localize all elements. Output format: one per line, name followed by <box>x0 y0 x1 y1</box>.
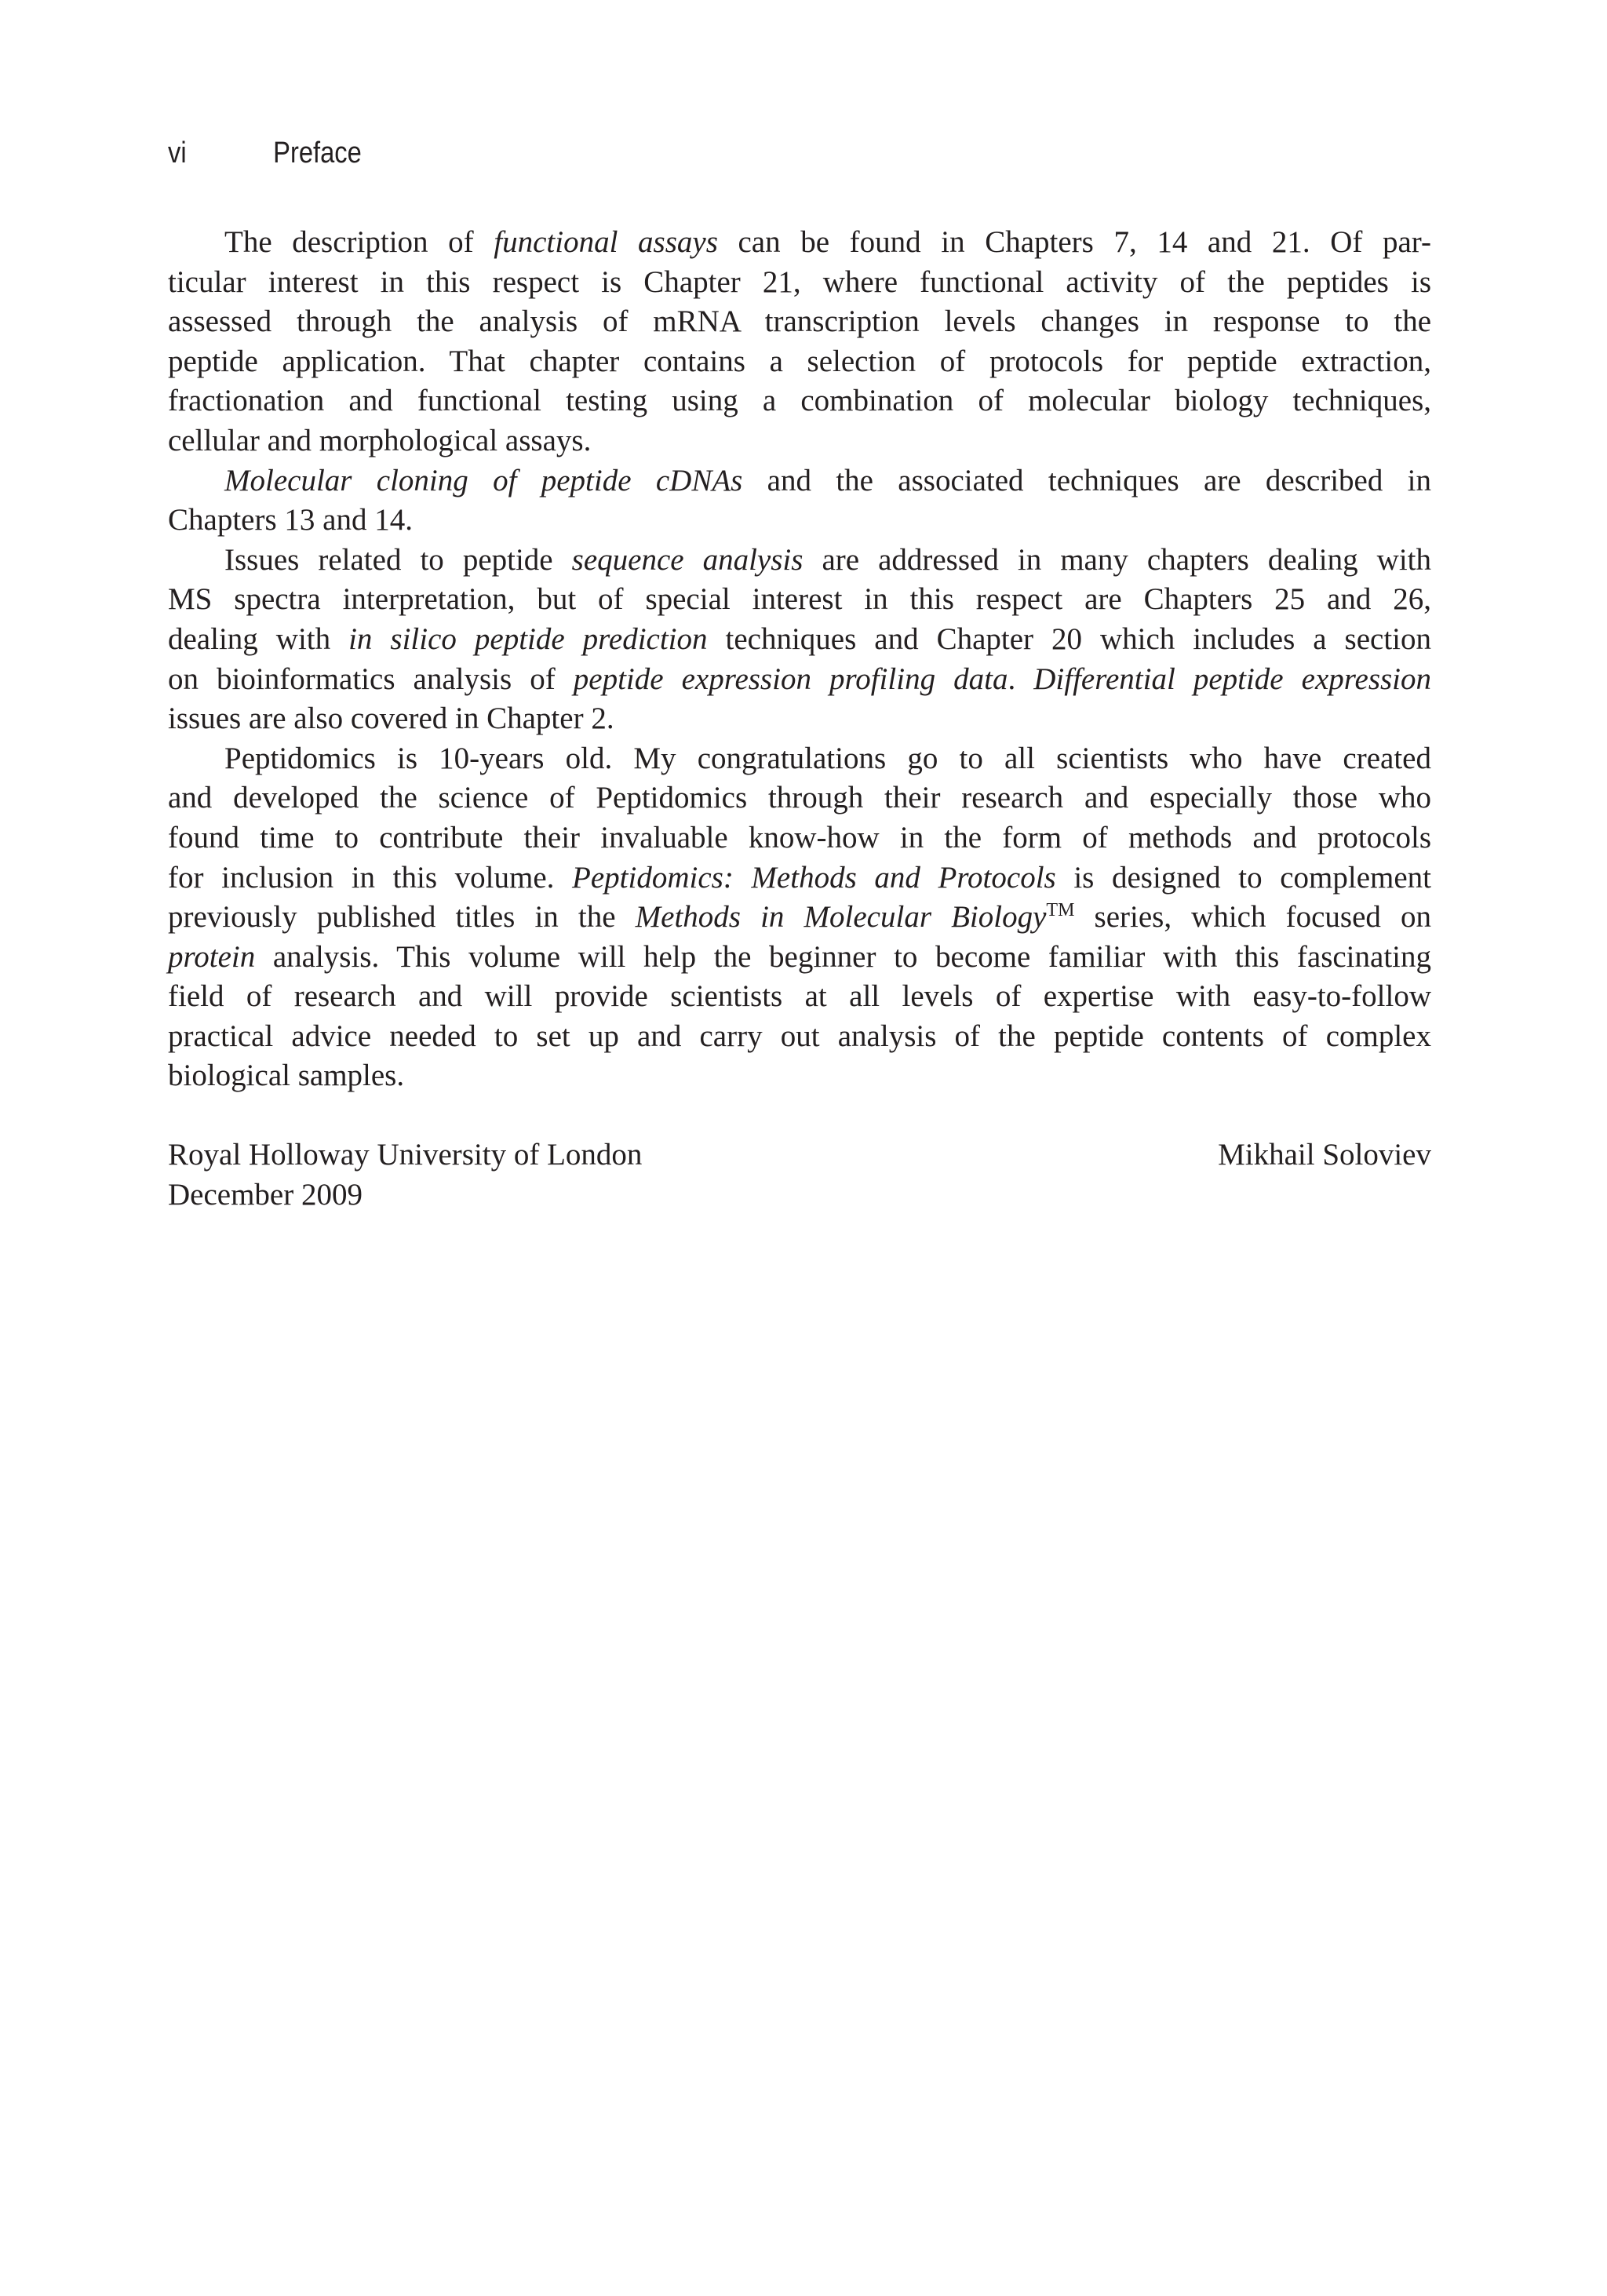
text-run: on bioinformatics analysis of <box>168 661 574 696</box>
text-run: and developed the science of Peptidomics through their research and especially those who <box>168 781 1431 815</box>
text-line <box>168 660 1431 700</box>
text-run: practical advice needed to set up and carry out analysis of the peptide contents of complex <box>168 1019 1431 1053</box>
text-line <box>168 541 1431 581</box>
paragraph <box>168 739 1431 1096</box>
text-run: found time to contribute their invaluable know-how in the form of methods and protocols <box>168 820 1431 855</box>
text-line <box>168 501 1431 541</box>
running-head <box>168 135 362 171</box>
italic-text: protein <box>168 939 256 974</box>
text-line <box>168 739 1431 779</box>
text-line <box>168 620 1431 660</box>
text-run: is designed to complement <box>1055 860 1431 895</box>
text-run: for inclusion in this volume. <box>168 860 573 895</box>
text-line <box>168 421 1431 461</box>
text-line <box>168 263 1431 303</box>
italic-text: in silico peptide prediction <box>348 621 708 656</box>
text-line <box>168 461 1431 501</box>
date: December 2009 <box>168 1178 363 1212</box>
trademark-superscript: TM <box>1046 900 1075 921</box>
text-run: Chapters 13 and 14. <box>168 503 413 538</box>
text-line <box>168 858 1431 898</box>
text-line <box>168 818 1431 858</box>
text-run: and the associated techniques are described in <box>742 463 1431 497</box>
paragraph <box>168 223 1431 461</box>
paragraph <box>168 461 1431 541</box>
preface-body <box>168 223 1431 1096</box>
section-title: Preface <box>273 137 362 169</box>
page-number: vi <box>168 137 187 169</box>
text-line <box>168 778 1431 818</box>
paragraph <box>168 541 1431 739</box>
text-line <box>168 898 1431 938</box>
text-run: The description of <box>224 225 494 259</box>
italic-text: sequence analysis <box>571 542 804 577</box>
text-run: previously published titles in the <box>168 900 636 935</box>
text-run: assessed through the analysis of mRNA transcription levels changes in response to the <box>168 304 1431 339</box>
text-run: Issues related to peptide <box>224 542 572 577</box>
text-line <box>168 381 1431 421</box>
italic-text: functional assays <box>494 225 718 259</box>
text-line <box>168 699 1431 739</box>
text-line <box>168 1017 1431 1057</box>
text-line <box>168 223 1431 263</box>
text-run: field of research and will provide scientists at all levels of expertise with easy-to-follow <box>168 979 1431 1014</box>
affiliation: Royal Holloway University of London <box>168 1138 643 1172</box>
text-run: series, which focused on <box>1074 900 1431 935</box>
italic-text: Differential peptide expression <box>1033 661 1432 696</box>
italic-text: peptide expression profiling data <box>573 661 1008 696</box>
text-run: fractionation and functional testing using a combination of molecular biology techniques, <box>168 384 1431 418</box>
signature-block <box>168 1135 1431 1215</box>
text-run: . <box>1008 661 1034 696</box>
text-run: analysis. This volume will help the beginner to become familiar with this fascinating <box>255 939 1431 974</box>
author-name: Mikhail Soloviev <box>1218 1138 1431 1172</box>
italic-text: Methods in Molecular Biology <box>635 900 1047 935</box>
signature-row <box>168 1135 1431 1175</box>
text-run: cellular and morphological assays. <box>168 423 592 457</box>
text-line <box>168 977 1431 1017</box>
text-line <box>168 580 1431 620</box>
text-run: can be found in Chapters 7, 14 and 21. Of par- <box>717 225 1431 259</box>
text-run: biological samples. <box>168 1059 405 1093</box>
italic-text: Molecular cloning of peptide cDNAs <box>224 463 743 497</box>
text-line <box>168 302 1431 342</box>
text-run: techniques and Chapter 20 which includes a section <box>707 621 1431 656</box>
text-line <box>168 1056 1431 1096</box>
text-run: peptide application. That chapter contains a selection of protocols for peptide extraction, <box>168 344 1431 378</box>
text-run: ticular interest in this respect is Chapter 21, where functional activity of the peptides is <box>168 264 1431 299</box>
italic-text: Peptidomics: Methods and Protocols <box>572 860 1056 895</box>
text-run: issues are also covered in Chapter 2. <box>168 702 614 736</box>
text-line <box>168 342 1431 382</box>
text-run: Peptidomics is 10-years old. My congratulations go to all scientists who have created <box>224 741 1431 775</box>
text-run: are addressed in many chapters dealing with <box>803 542 1431 577</box>
text-line <box>168 938 1431 978</box>
text-run: dealing with <box>168 621 349 656</box>
text-run: MS spectra interpretation, but of special interest in this respect are Chapters 25 and 26, <box>168 582 1431 617</box>
